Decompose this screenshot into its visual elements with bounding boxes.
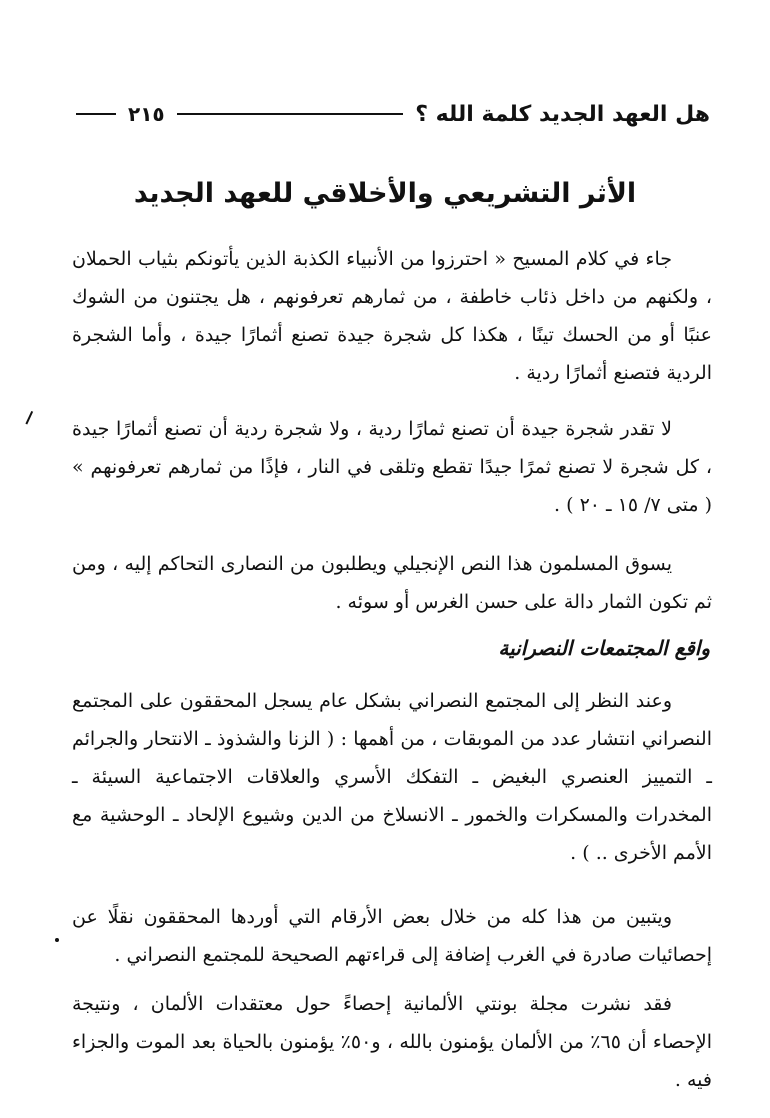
paragraph-statistics-intro [72,898,712,974]
subsection-heading: واقع المجتمعات النصرانية [498,636,710,660]
running-header [76,94,710,134]
paragraph-text: يسوق المسلمون هذا النص الإنجيلي ويطلبون من النصارى التحاكم إليه ، ومن ثم تكون الثمار دالة على حسن الغرس أو سوئه . [72,553,712,613]
paragraph-survey [72,985,712,1099]
paragraph-commentary [72,545,712,621]
header-tail-rule [76,113,116,115]
margin-dot-mark [55,938,59,942]
page-number: ٢١٥ [128,102,165,126]
header-rule [177,113,404,115]
paragraph-text: جاء في كلام المسيح « احترزوا من الأنبياء الكذبة الذين يأتونكم بثياب الحملان ، ولكنهم من داخل ذئاب خاطفة ، من ثمارهم تعرفونهم ، هل يجتنون من الشوك عنبًا أو من الحسك تينًا ، هكذا كل شجرة جيدة تصنع أثمارًا جيدة ، وأما الشجرة الردية فتصنع أثمارًا ردية . [72,248,712,384]
paragraph-text: وعند النظر إلى المجتمع النصراني بشكل عام يسجل المحققون على المجتمع النصراني انتشار عدد من الموبقات ، من أهمها : ( الزنا والشذوذ ـ الانتحار والجرائم ـ التمييز العنصري البغيض ـ التفكك الأسري والعلاقات الاجتماعية السيئة ـ المخدرات والمسكرات والخمور ـ الانسلاخ من الدين وشيوع الإلحاد ـ الوحشية مع الأمم الأخرى .. ) . [72,690,712,864]
paragraph-text: لا تقدر شجرة جيدة أن تصنع ثمارًا ردية ، ولا شجرة ردية أن تصنع أثمارًا جيدة ، كل شجرة لا تصنع ثمرًا جيدًا تقطع وتلقى في النار ، فإذًا من ثمارهم تعرفونهم » ( متى ٧/ ١٥ ـ ٢٠ ) . [72,418,712,516]
margin-pen-mark [25,411,38,427]
paragraph-society [72,682,712,872]
paragraph-text: فقد نشرت مجلة بونتي الألمانية إحصاءً حول معتقدات الألمان ، ونتيجة الإحصاء أن ٦٥٪ من الألمان يؤمنون بالله ، و٥٠٪ يؤمنون بالحياة بعد الموت والجزاء فيه . [72,993,712,1091]
running-title: هل العهد الجديد كلمة الله ؟ [415,101,710,127]
paragraph-quote-1 [72,240,712,392]
section-heading: الأثر التشريعي والأخلاقي للعهد الجديد [133,178,637,209]
paragraph-quote-2 [72,410,712,524]
paragraph-text: ويتبين من هذا كله من خلال بعض الأرقام التي أوردها المحققون نقلًا عن إحصائيات صادرة في الغرب إضافة إلى قراءتهم الصحيحة للمجتمع النصراني . [72,906,712,966]
